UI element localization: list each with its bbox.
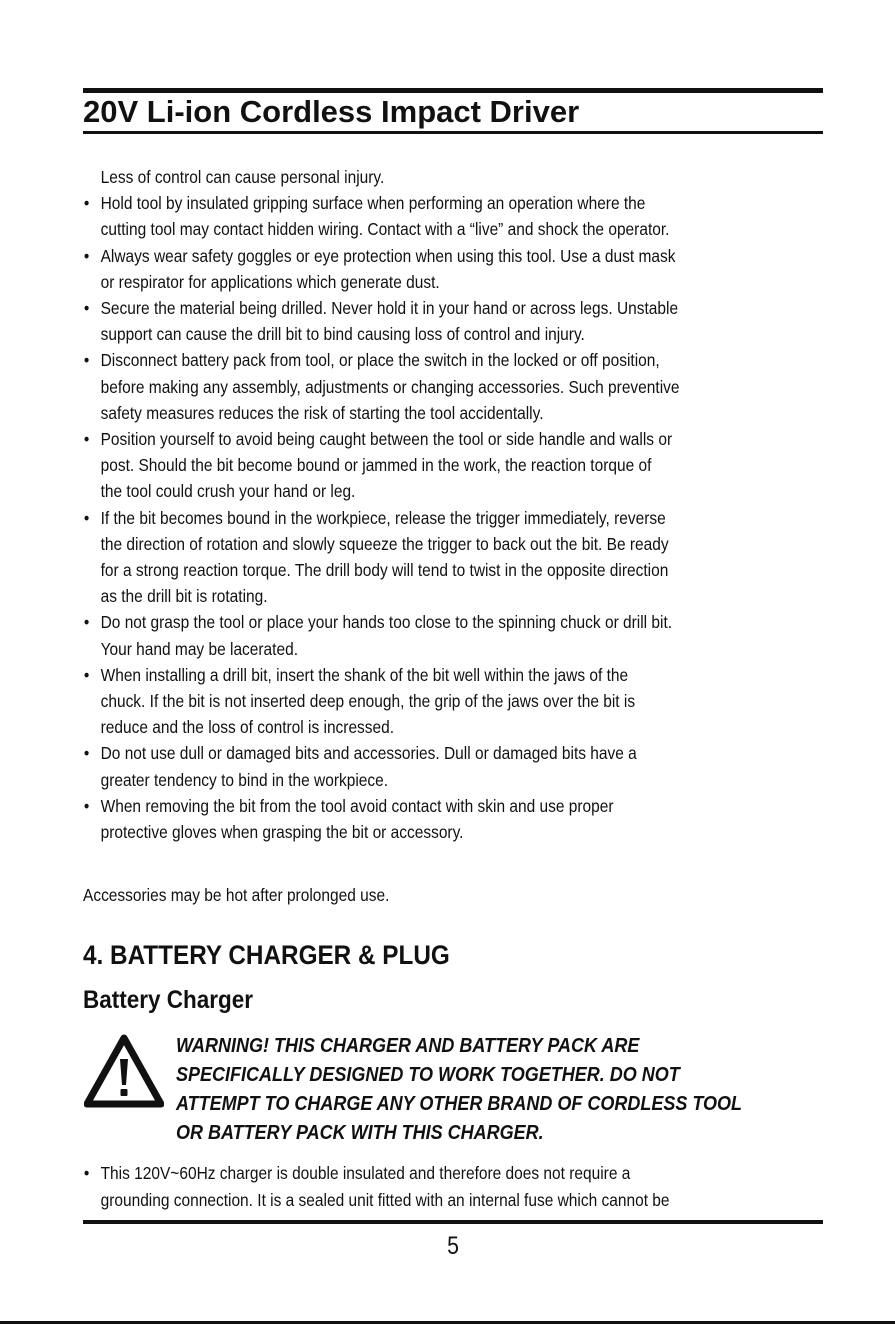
text-line: reduce and the loss of control is incressed. <box>100 717 395 738</box>
warning-line: OR BATTERY PACK WITH THIS CHARGER. <box>176 1122 544 1144</box>
text-line: the tool could crush your hand or leg. <box>100 481 356 502</box>
text-line: or respirator for applications which generate dust. <box>100 271 440 292</box>
bullet-item: • Disconnect battery pack from tool, or place the switch in the locked or off position, <box>83 347 827 373</box>
safety-instructions <box>83 164 827 845</box>
text-line: as the drill bit is rotating. <box>100 586 268 607</box>
text-line: Your hand may be lacerated. <box>100 638 298 659</box>
bullet-item: • Do not use dull or damaged bits and accessories. Dull or damaged bits have a <box>83 740 827 766</box>
page-number: 5 <box>447 1232 459 1260</box>
bullet-item: • This 120V~60Hz charger is double insulated and therefore does not require a <box>83 1160 827 1187</box>
bullet-item: • Always wear safety goggles or eye protection when using this tool. Use a dust mask <box>83 243 827 269</box>
text-line: chuck. If the bit is not inserted deep enough, the grip of the jaws over the bit is <box>100 691 636 712</box>
bullet-item: • When removing the bit from the tool avoid contact with skin and use proper <box>83 793 827 819</box>
text-line: post. Should the bit become bound or jammed in the work, the reaction torque of <box>100 455 652 476</box>
bullet-item: • If the bit becomes bound in the workpiece, release the trigger immediately, reverse <box>83 505 827 531</box>
charger-instructions <box>83 1160 827 1213</box>
footer-rule <box>83 1220 823 1224</box>
text-line: before making any assembly, adjustments or changing accessories. Such preventive <box>100 376 680 397</box>
sub-heading: Battery Charger <box>83 986 254 1014</box>
warning-text <box>176 1032 742 1148</box>
bullet-item: • Secure the material being drilled. Never hold it in your hand or across legs. Unstable <box>83 295 827 321</box>
title-underline <box>83 131 823 134</box>
page-title: 20V Li-ion Cordless Impact Driver <box>83 94 580 129</box>
bullet-item: • Hold tool by insulated gripping surface when performing an operation where the <box>83 190 827 216</box>
text-line: safety measures reduces the risk of starting the tool accidentally. <box>100 402 544 423</box>
text-line: cutting tool may contact hidden wiring. Contact with a “live” and shock the operator. <box>100 219 670 240</box>
text-line: the direction of rotation and slowly squeeze the trigger to back out the bit. Be ready <box>100 533 669 554</box>
text-line: protective gloves when grasping the bit or accessory. <box>100 822 464 843</box>
text-line: grounding connection. It is a sealed unit fitted with an internal fuse which cannot be <box>100 1189 670 1210</box>
text-line: for a strong reaction torque. The drill body will tend to twist in the opposite direction <box>100 560 669 581</box>
bullet-item: • Position yourself to avoid being caught between the tool or side handle and walls or <box>83 426 827 452</box>
text-line: support can cause the drill bit to bind causing loss of control and injury. <box>100 324 585 345</box>
warning-line: SPECIFICALLY DESIGNED TO WORK TOGETHER. DO NOT <box>176 1064 680 1086</box>
bullet-item: • Do not grasp the tool or place your hands too close to the spinning chuck or drill bit. <box>83 609 827 635</box>
section-heading: 4. BATTERY CHARGER & PLUG <box>83 940 450 970</box>
bullet-item: • When installing a drill bit, insert the shank of the bit well within the jaws of the <box>83 662 827 688</box>
accessories-note: Accessories may be hot after prolonged use. <box>83 885 390 905</box>
warning-triangle-icon <box>84 1034 164 1108</box>
text-line: Less of control can cause personal injury. <box>100 167 385 187</box>
text-line: greater tendency to bind in the workpiece. <box>100 769 389 790</box>
warning-line: WARNING! THIS CHARGER AND BATTERY PACK ARE <box>176 1035 640 1057</box>
warning-line: ATTEMPT TO CHARGE ANY OTHER BRAND OF CORDLESS TOOL <box>176 1093 743 1115</box>
